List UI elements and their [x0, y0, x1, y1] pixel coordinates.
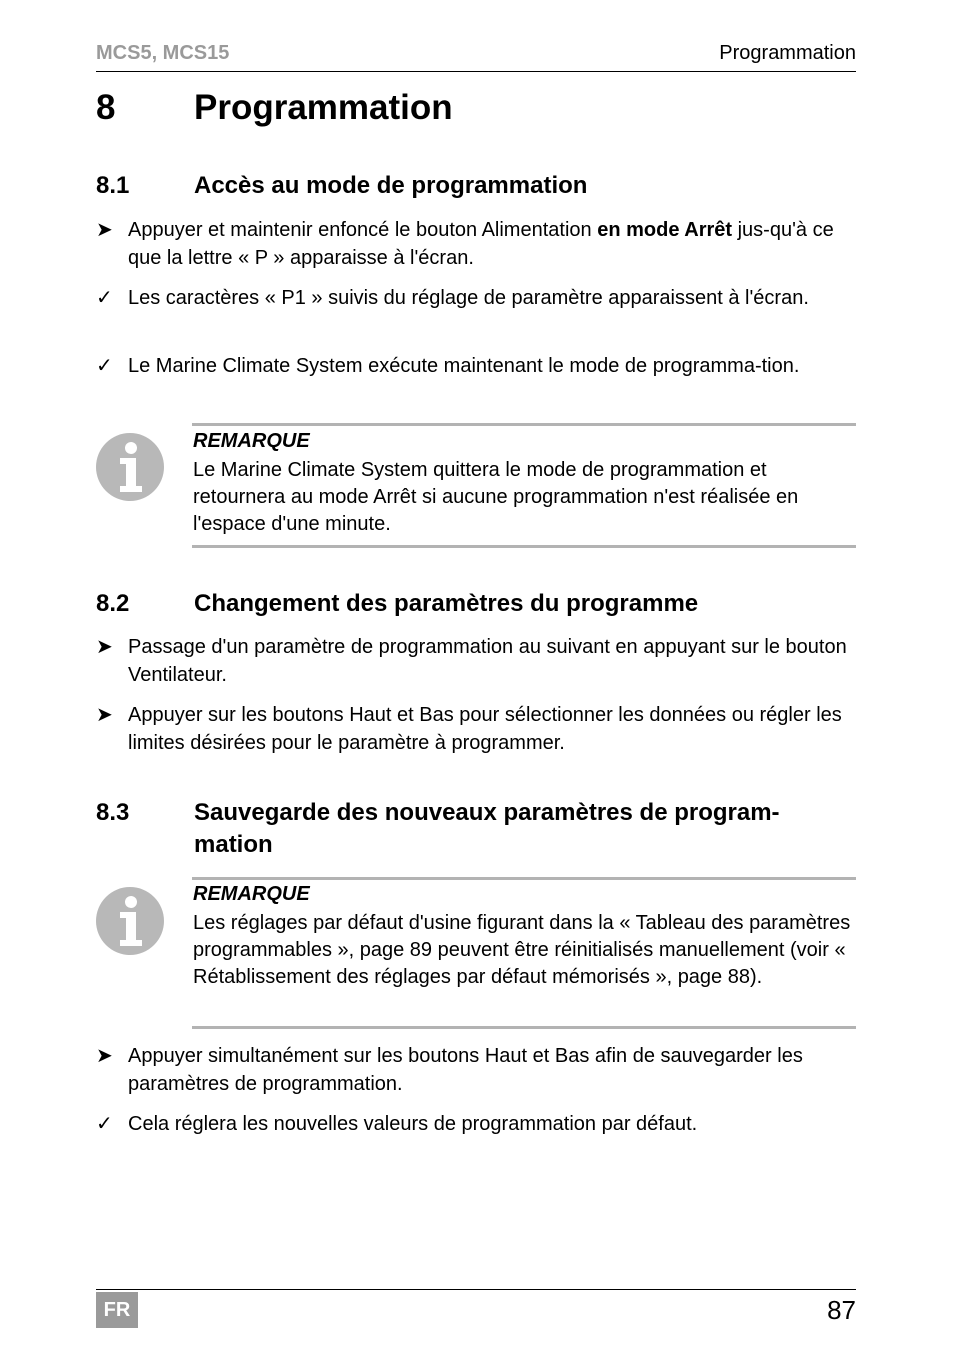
- note-title: REMARQUE: [193, 430, 310, 452]
- section-title: Accès au mode de programmation: [194, 172, 588, 199]
- info-icon: [96, 433, 164, 501]
- note-text: Le Marine Climate System quittera le mode de programmation et retournera au mode Arrêt si aucune programmation n'est réalisée en l'espace d'une minute.: [193, 459, 799, 535]
- list-item-text: Appuyer simultanément sur les boutons Haut et Bas afin de sauvegarder les paramètres de programmation.: [128, 1045, 803, 1095]
- list-item-text: Cela réglera les nouvelles valeurs de programmation par défaut.: [128, 1113, 698, 1135]
- section-heading-8-2: [96, 588, 856, 620]
- list-item: [96, 1111, 856, 1139]
- section-title: Sauvegarde des nouveaux paramètres de program-mation: [194, 799, 780, 858]
- header-model: MCS5, MCS15: [96, 42, 230, 64]
- note-top-rule: [192, 423, 856, 426]
- header-section: Programmation: [719, 42, 856, 64]
- arrow-bullet-icon: ➤: [96, 636, 113, 658]
- footer-rule: [96, 1289, 856, 1290]
- list-item: [96, 353, 856, 381]
- arrow-bullet-icon: ➤: [96, 219, 113, 241]
- section-heading-8-3: [96, 797, 856, 861]
- section-number: 8.3: [96, 799, 130, 826]
- page-number: 87: [827, 1295, 856, 1325]
- list-item: [96, 702, 856, 757]
- chapter-number: 8: [96, 88, 116, 127]
- note-bottom-rule: [192, 545, 856, 548]
- section-number: 8.2: [96, 590, 130, 617]
- list-item-text: Passage d'un paramètre de programmation au suivant en appuyant sur le bouton Ventilateur.: [128, 636, 847, 686]
- arrow-bullet-icon: ➤: [96, 704, 113, 726]
- list-item-text: Appuyer sur les boutons Haut et Bas pour sélectionner les données ou régler les limites désirées pour le paramètre à programmer.: [128, 704, 842, 754]
- header-rule: [96, 71, 856, 72]
- list-item: [96, 285, 856, 313]
- note-bottom-rule: [192, 1026, 856, 1029]
- list-item-text: Le Marine Climate System exécute maintenant le mode de programma-tion.: [128, 355, 800, 377]
- note-title: REMARQUE: [193, 883, 310, 905]
- arrow-bullet-icon: ➤: [96, 1045, 113, 1067]
- info-icon: [96, 887, 164, 955]
- check-bullet-icon: ✓: [96, 355, 113, 377]
- chapter-title: Programmation: [194, 88, 453, 127]
- section-title: Changement des paramètres du programme: [194, 590, 699, 617]
- language-badge: FR: [96, 1292, 138, 1328]
- list-item-text: Les caractères « P1 » suivis du réglage de paramètre apparaissent à l'écran.: [128, 287, 809, 309]
- bold-text: en mode Arrêt: [597, 219, 733, 241]
- note-text: Les réglages par défaut d'usine figurant dans la « Tableau des paramètres programmables », page 89 peuvent être réinitialisés manuellement (voir « Rétablissement des réglages par défaut mémorisés », page 88).: [193, 912, 851, 988]
- list-item: [96, 1043, 856, 1098]
- check-bullet-icon: ✓: [96, 287, 113, 309]
- check-bullet-icon: ✓: [96, 1113, 113, 1135]
- list-item-text: Appuyer et maintenir enfoncé le bouton Alimentation en mode Arrêt jus-qu'à ce que la lettre « P » apparaisse à l'écran.: [128, 219, 834, 269]
- list-item: [96, 634, 856, 689]
- note-top-rule: [192, 877, 856, 880]
- section-heading-8-1: [96, 170, 856, 202]
- section-number: 8.1: [96, 172, 130, 199]
- list-item: [96, 217, 856, 272]
